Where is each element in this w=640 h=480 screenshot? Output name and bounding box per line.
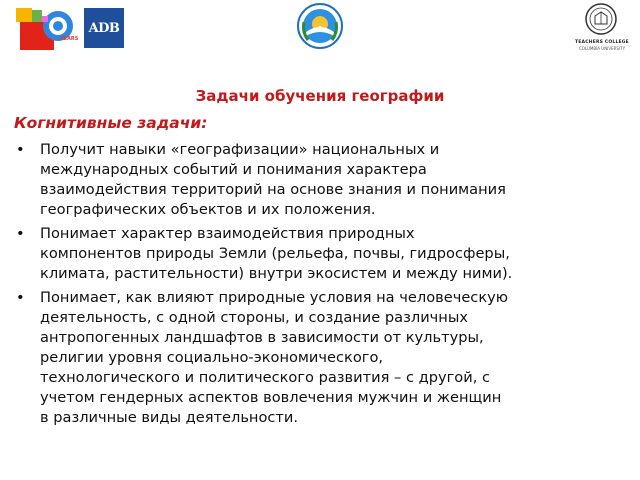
- college-name: TEACHERS COLLEGE: [575, 40, 629, 45]
- bullet-line: деятельность, с одной стороны, и создание различных: [40, 309, 469, 326]
- bullet-line: климата, растительности) внутри экосистем и между ними).: [40, 265, 513, 282]
- adb-logo-icon: [84, 8, 124, 48]
- bullet-dot: •: [16, 141, 25, 158]
- bullet-line: учетом гендерных аспектов вовлечения мужчин и женщин: [40, 389, 502, 406]
- bullet-line: географических объектов и их положения.: [40, 201, 376, 218]
- bullet-dot: •: [16, 225, 25, 242]
- college-subtitle: COLUMBIA UNIVERSITY: [578, 46, 626, 51]
- bullet-item: [14, 224, 626, 284]
- slide-title: Задачи обучения географии: [195, 87, 445, 105]
- bullet-line: Понимает характер взаимодействия природных: [40, 225, 415, 242]
- bullet-line: технологического и политического развития – с другой, с: [40, 369, 491, 386]
- bullet-line: религии уровня социально-экономического,: [40, 349, 384, 366]
- slide-subtitle: Когнитивные задачи:: [14, 114, 208, 132]
- anniversary-logo-icon: [14, 4, 78, 52]
- bullet-dot: •: [16, 289, 25, 306]
- bullet-line: взаимодействия территорий на основе знания и понимания: [40, 181, 506, 198]
- bullet-line: международных событий и понимания характера: [40, 161, 427, 178]
- bullet-line: антропогенных ландшафтов в зависимости от культуры,: [40, 329, 484, 346]
- kyrgyz-emblem-icon: [296, 2, 344, 50]
- logo-bar: [0, 0, 640, 68]
- bullet-item: [14, 288, 626, 428]
- adb-label: ADB: [88, 20, 120, 36]
- logo-years-text: YEARS: [60, 36, 79, 42]
- bullet-list: [14, 140, 626, 432]
- teachers-college-seal-icon: [584, 2, 618, 38]
- bullet-line: Получит навыки «географизации» национальных и: [40, 141, 440, 158]
- bullet-line: компонентов природы Земли (рельефа, почвы, гидросферы,: [40, 245, 510, 262]
- bullet-line: Понимает, как влияют природные условия на человеческую: [40, 289, 509, 306]
- bullet-line: в различные виды деятельности.: [40, 409, 299, 426]
- bullet-item: [14, 140, 626, 220]
